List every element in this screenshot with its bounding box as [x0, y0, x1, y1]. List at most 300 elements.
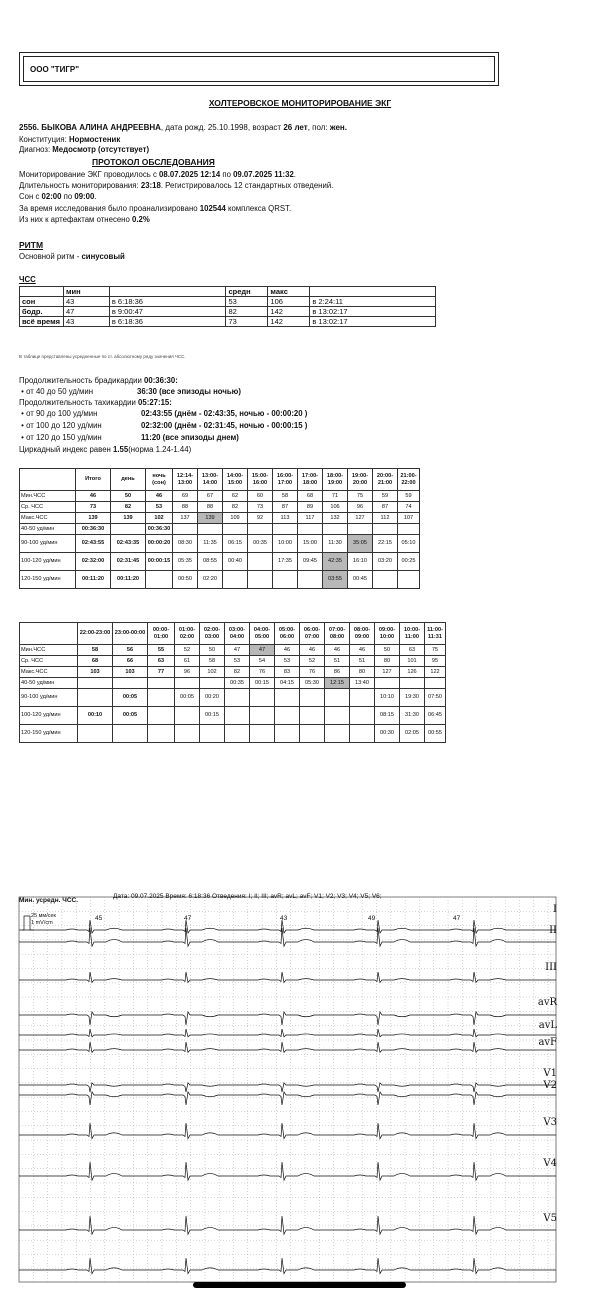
hourly-cell	[323, 524, 348, 535]
ecg-lead-trace	[19, 1123, 556, 1139]
hourly-cell: 54	[250, 656, 275, 667]
hourly-cell: 00:35	[225, 678, 250, 689]
hourly-cell	[248, 571, 273, 589]
hr-table-note: В таблице представлены усредненные по ст. абсолютному ряду значения ЧСС.	[19, 354, 186, 359]
hourly-cell	[148, 725, 175, 743]
hourly-cell: 00:36:30	[146, 524, 173, 535]
hourly-cell: 02:31:45	[111, 553, 146, 571]
ecg-lead-trace	[19, 1092, 556, 1105]
sleep-line: Сон с 02:00 по 09:00.	[19, 192, 97, 201]
home-indicator[interactable]	[193, 1282, 406, 1288]
hourly-cell	[250, 707, 275, 725]
hr-cell: в 2:24:11	[310, 297, 436, 307]
ecg-lead-trace	[19, 1083, 556, 1092]
hourly-cell: 113	[273, 513, 298, 524]
hourly-cell: 05:30	[300, 678, 325, 689]
hourly-cell: 87	[373, 502, 398, 513]
hourly-cell: 46	[146, 491, 173, 502]
hourly-cell	[398, 571, 420, 589]
hourly-cell: 00:05	[175, 689, 200, 707]
tachy-item-3: • от 120 до 150 уд/мин 11:20 (все эпизоды днем)	[19, 433, 239, 442]
hourly-cell: 04:15	[275, 678, 300, 689]
hourly-cell	[198, 524, 223, 535]
hourly-cell	[375, 678, 400, 689]
hourly-row	[20, 678, 446, 689]
hourly-cell: 08:55	[198, 553, 223, 571]
hourly-cell	[223, 571, 248, 589]
hr-header-cell: средн	[226, 287, 268, 297]
hourly-cell: 101	[400, 656, 425, 667]
hourly-cell: 03:20	[373, 553, 398, 571]
hourly-cell	[113, 678, 148, 689]
hr-summary-table	[19, 286, 436, 327]
hourly-cell: 107	[398, 513, 420, 524]
hourly-cell: 50	[200, 645, 225, 656]
hourly-cell: 02:32:00	[76, 553, 111, 571]
hourly-cell: 87	[273, 502, 298, 513]
hourly-cell: 63	[400, 645, 425, 656]
hourly-cell: 00:00:20	[146, 535, 173, 553]
hourly-row-label: 90-100 уд/мин	[20, 689, 78, 707]
hr-cell: в 9:00:47	[109, 307, 226, 317]
hourly-row	[20, 535, 420, 553]
hourly-cell	[325, 725, 350, 743]
hourly-cell	[111, 524, 146, 535]
hourly-cell: 77	[148, 667, 175, 678]
hourly-cell: 68	[298, 491, 323, 502]
hourly-cell: 00:05	[113, 689, 148, 707]
lead-label: I	[553, 904, 557, 915]
hourly-header-row	[20, 469, 420, 491]
hr-cell: всё время	[20, 317, 64, 327]
ecg-title: Мин. усредн. ЧСС.	[19, 897, 79, 904]
hourly-cell: 74	[398, 502, 420, 513]
hourly-cell: 42:35	[323, 553, 348, 571]
hourly-cell: 73	[248, 502, 273, 513]
hourly-cell: 00:15	[250, 678, 275, 689]
hr-cell: 43	[63, 317, 109, 327]
hourly-cell: 00:05	[113, 707, 148, 725]
hourly-cell: 89	[298, 502, 323, 513]
hourly-row	[20, 491, 420, 502]
hourly-cell: 11:35	[198, 535, 223, 553]
hr-cell: 53	[226, 297, 268, 307]
hr-cell: 47	[63, 307, 109, 317]
hourly-cell: 05:35	[173, 553, 198, 571]
hourly-cell: 75	[348, 491, 373, 502]
hourly-cell: 63	[148, 656, 175, 667]
hourly-row	[20, 725, 446, 743]
hourly-cell	[275, 725, 300, 743]
hourly-cell: 127	[375, 667, 400, 678]
hourly-cell: 95	[425, 656, 446, 667]
hourly-cell: 53	[275, 656, 300, 667]
hourly-cell: 06:15	[223, 535, 248, 553]
hourly-cell: 109	[223, 513, 248, 524]
hourly-cell: 19:30	[400, 689, 425, 707]
hourly-cell	[350, 707, 375, 725]
hourly-cell: 69	[173, 491, 198, 502]
patient-dob: 25.10.1998	[207, 123, 248, 132]
hourly-header-cell: день	[111, 469, 146, 491]
hourly-cell	[350, 725, 375, 743]
hourly-row	[20, 571, 420, 589]
lead-label: V2	[543, 1080, 557, 1091]
company-name: ООО "ТИГР"	[23, 56, 495, 82]
hourly-cell: 139	[111, 513, 146, 524]
hr-row	[20, 307, 436, 317]
hourly-cell: 76	[300, 667, 325, 678]
hourly-cell: 58	[273, 491, 298, 502]
hourly-cell: 00:55	[425, 725, 446, 743]
hourly-cell: 62	[223, 491, 248, 502]
hourly-header-cell: 21:00-22:00	[398, 469, 420, 491]
hourly-cell: 53	[225, 656, 250, 667]
ecg-lead-trace	[19, 1258, 556, 1274]
hourly-cell: 52	[300, 656, 325, 667]
hourly-cell: 86	[325, 667, 350, 678]
hourly-cell	[373, 571, 398, 589]
hr-row	[20, 297, 436, 307]
ecg-lead-trace	[19, 1216, 556, 1234]
rr-interval-label: 45	[95, 915, 103, 922]
artifacts-line: Из них к артефактам отнесено 0.2%	[19, 215, 150, 224]
ecg-lead-trace	[19, 1162, 556, 1180]
hourly-header-cell: 04:00-05:00	[250, 623, 275, 645]
patient-name: 2556. БЫКОВА АЛИНА АНДРЕЕВНА	[19, 123, 161, 132]
hourly-cell: 51	[325, 656, 350, 667]
hourly-cell	[350, 689, 375, 707]
hourly-cell	[113, 725, 148, 743]
hourly-cell: 103	[78, 667, 113, 678]
hourly-row-label: 90-100 уд/мин	[20, 535, 76, 553]
rr-interval-label: 43	[280, 915, 288, 922]
hourly-cell	[225, 707, 250, 725]
hourly-cell	[78, 725, 113, 743]
hourly-row	[20, 689, 446, 707]
hourly-cell: 15:00	[298, 535, 323, 553]
hourly-header-cell: 20:00-21:00	[373, 469, 398, 491]
hr-cell: в 6:18:36	[109, 317, 226, 327]
hourly-header-cell: 23:00-00:00	[113, 623, 148, 645]
hourly-cell: 126	[400, 667, 425, 678]
hourly-cell	[348, 524, 373, 535]
hourly-header-cell: 06:00-07:00	[300, 623, 325, 645]
hourly-header-cell: 10:00-11:00	[400, 623, 425, 645]
lead-label: avR	[537, 997, 557, 1008]
hourly-cell: 00:15	[200, 707, 225, 725]
hourly-header-cell	[20, 469, 76, 491]
hourly-cell	[225, 689, 250, 707]
hr-cell: 106	[268, 297, 310, 307]
hourly-cell: 46	[300, 645, 325, 656]
hourly-cell: 46	[76, 491, 111, 502]
hourly-table-day	[19, 468, 420, 589]
hourly-cell: 112	[373, 513, 398, 524]
hourly-cell: 00:11:20	[111, 571, 146, 589]
hourly-row-label: 100-120 уд/мин	[20, 553, 76, 571]
hourly-cell: 71	[323, 491, 348, 502]
hourly-cell: 02:43:35	[111, 535, 146, 553]
constitution-line: Конституция: Нормостеник	[19, 135, 121, 144]
hourly-header-cell: 02:00-03:00	[200, 623, 225, 645]
hourly-cell: 66	[113, 656, 148, 667]
hourly-cell: 00:45	[348, 571, 373, 589]
rhythm-title: РИТМ	[19, 240, 44, 250]
hourly-row	[20, 707, 446, 725]
hourly-cell: 103	[113, 667, 148, 678]
protocol-title: ПРОТОКОЛ ОБСЛЕДОВАНИЯ	[92, 157, 215, 167]
patient-age: 26 лет	[283, 123, 308, 132]
hourly-header-cell: 13:00-14:00	[198, 469, 223, 491]
lead-label: III	[545, 962, 557, 973]
hourly-cell: 88	[173, 502, 198, 513]
hourly-cell: 80	[350, 667, 375, 678]
hourly-cell: 83	[275, 667, 300, 678]
ecg-lead-trace	[19, 1029, 556, 1037]
hourly-cell	[148, 707, 175, 725]
ecg-speed: 25 мм/сек	[31, 913, 56, 919]
hourly-cell	[175, 725, 200, 743]
hourly-row-label: Ср. ЧСС	[20, 502, 76, 513]
ecg-lead-trace	[19, 972, 556, 982]
hourly-cell: 50	[375, 645, 400, 656]
hourly-row	[20, 502, 420, 513]
lead-label: V1	[543, 1068, 557, 1079]
hr-header-cell: мин	[63, 287, 109, 297]
ecg-gain: 1 mV/cm	[31, 920, 53, 926]
hourly-cell: 59	[373, 491, 398, 502]
hourly-cell: 00:40	[223, 553, 248, 571]
hourly-cell	[175, 707, 200, 725]
hr-table-title: ЧСС	[19, 275, 36, 284]
hr-header-cell	[109, 287, 226, 297]
hourly-table-night	[19, 622, 446, 743]
hourly-cell: 00:35	[248, 535, 273, 553]
hourly-cell: 47	[225, 645, 250, 656]
brady-title: Продолжительность брадикардии 00:36:30:	[19, 376, 178, 385]
hourly-row-label: Макс.ЧСС	[20, 513, 76, 524]
hr-cell: 43	[63, 297, 109, 307]
hr-cell: 82	[226, 307, 268, 317]
hourly-cell	[248, 553, 273, 571]
ecg-traces	[0, 880, 600, 1297]
hourly-cell: 11:30	[323, 535, 348, 553]
hourly-cell: 02:43:55	[76, 535, 111, 553]
hourly-cell: 122	[425, 667, 446, 678]
hourly-row-label: Ср. ЧСС	[20, 656, 78, 667]
hourly-cell: 92	[248, 513, 273, 524]
hr-row	[20, 317, 436, 327]
hourly-cell: 52	[175, 645, 200, 656]
hourly-cell	[300, 725, 325, 743]
hourly-cell: 03:55	[323, 571, 348, 589]
hourly-header-cell: 18:00-19:00	[323, 469, 348, 491]
hourly-cell	[298, 571, 323, 589]
hourly-cell: 06:45	[425, 707, 446, 725]
hourly-row-label: 120-150 уд/мин	[20, 571, 76, 589]
hourly-cell: 60	[248, 491, 273, 502]
hourly-cell	[148, 678, 175, 689]
company-box	[19, 52, 499, 86]
hourly-cell: 10:00	[273, 535, 298, 553]
diagnosis-line: Диагноз: Медосмотр (отсутствует)	[19, 145, 150, 154]
tachy-title: Продолжительность тахикардии 05:27:15:	[19, 398, 172, 407]
monitoring-line: Мониторирование ЭКГ проводилось с 08.07.2025 12:14 по 09.07.2025 11:32.	[19, 170, 296, 179]
hourly-cell: 117	[298, 513, 323, 524]
hourly-cell	[248, 524, 273, 535]
hourly-cell: 82	[111, 502, 146, 513]
hourly-row	[20, 645, 446, 656]
hourly-cell: 88	[198, 502, 223, 513]
hr-header-cell: макс	[268, 287, 310, 297]
hourly-cell: 35:05	[348, 535, 373, 553]
hourly-header-cell: 00:00-01:00	[148, 623, 175, 645]
hourly-row	[20, 667, 446, 678]
hourly-cell: 139	[76, 513, 111, 524]
hourly-row	[20, 656, 446, 667]
hourly-header-cell: Итого	[76, 469, 111, 491]
hourly-cell	[148, 689, 175, 707]
hourly-cell: 132	[323, 513, 348, 524]
hourly-header-cell: 17:00-18:00	[298, 469, 323, 491]
hourly-cell: 102	[146, 513, 173, 524]
lead-label: V3	[543, 1117, 557, 1128]
hourly-header-cell: 15:00-16:00	[248, 469, 273, 491]
hourly-cell: 51	[350, 656, 375, 667]
lead-label: II	[549, 925, 557, 936]
hourly-row	[20, 553, 420, 571]
hourly-cell: 00:20	[200, 689, 225, 707]
hourly-cell: 75	[425, 645, 446, 656]
hourly-row-label: 120-150 уд/мин	[20, 725, 78, 743]
hourly-cell: 80	[375, 656, 400, 667]
ecg-frame	[19, 897, 556, 1282]
hourly-cell: 106	[323, 502, 348, 513]
hourly-cell	[200, 678, 225, 689]
hourly-row	[20, 513, 420, 524]
hourly-header-cell: 16:00-17:00	[273, 469, 298, 491]
hourly-cell: 46	[325, 645, 350, 656]
hourly-cell: 09:45	[298, 553, 323, 571]
hourly-header-cell: 11:00-11:31	[425, 623, 446, 645]
hourly-cell: 02:20	[198, 571, 223, 589]
lead-label: V4	[543, 1158, 557, 1169]
hourly-cell	[200, 725, 225, 743]
rhythm-line: Основной ритм - синусовый	[19, 252, 125, 261]
hourly-cell: 08:30	[173, 535, 198, 553]
hourly-header-cell: 07:00-08:00	[325, 623, 350, 645]
hourly-cell: 02:05	[400, 725, 425, 743]
hourly-header-cell: 09:00-10:00	[375, 623, 400, 645]
hourly-cell	[273, 524, 298, 535]
hourly-cell: 76	[250, 667, 275, 678]
hourly-cell: 67	[198, 491, 223, 502]
hourly-cell	[373, 524, 398, 535]
hourly-cell: 00:25	[398, 553, 420, 571]
hourly-header-cell: 05:00-06:00	[275, 623, 300, 645]
hourly-row-label: 40-50 уд/мин	[20, 678, 78, 689]
hourly-cell: 137	[173, 513, 198, 524]
hourly-cell: 08:15	[375, 707, 400, 725]
hourly-cell	[275, 707, 300, 725]
hourly-row-label: 40-50 уд/мин	[20, 524, 76, 535]
brady-item: • от 40 до 50 уд/мин 36:30 (все эпизоды ночью)	[19, 387, 241, 396]
hourly-cell: 17:35	[273, 553, 298, 571]
hourly-header-row	[20, 623, 446, 645]
hourly-cell	[173, 524, 198, 535]
hourly-cell	[298, 524, 323, 535]
hourly-cell: 07:50	[425, 689, 446, 707]
hourly-cell: 12:15	[325, 678, 350, 689]
hourly-cell: 31:30	[400, 707, 425, 725]
hourly-cell: 59	[398, 491, 420, 502]
hourly-cell: 139	[198, 513, 223, 524]
tachy-item-1: • от 90 до 100 уд/мин 02:43:55 (днём - 02:43:35, ночью - 00:00:20 )	[19, 409, 308, 418]
hourly-cell: 16:10	[348, 553, 373, 571]
hourly-cell: 00:50	[173, 571, 198, 589]
hourly-header-cell: ночь (сон)	[146, 469, 173, 491]
hourly-row-label: Макс.ЧСС	[20, 667, 78, 678]
hourly-header-cell: 03:00-04:00	[225, 623, 250, 645]
hourly-row-label: Мин.ЧСС	[20, 491, 76, 502]
hourly-cell: 13:40	[350, 678, 375, 689]
hourly-cell: 127	[348, 513, 373, 524]
hourly-cell	[325, 707, 350, 725]
hourly-cell	[78, 689, 113, 707]
hourly-cell: 82	[223, 502, 248, 513]
hourly-cell: 53	[146, 502, 173, 513]
hourly-cell: 82	[225, 667, 250, 678]
patient-line: 2556. БЫКОВА АЛИНА АНДРЕЕВНА, дата рожд. 25.10.1998, возраст 26 лет, пол: жен.	[19, 123, 347, 132]
lead-label: avL	[538, 1020, 557, 1031]
hr-header-cell	[310, 287, 436, 297]
hourly-cell: 96	[348, 502, 373, 513]
hourly-cell	[325, 689, 350, 707]
hourly-cell	[425, 678, 446, 689]
hr-cell: 142	[268, 317, 310, 327]
hourly-cell	[223, 524, 248, 535]
hourly-cell: 96	[175, 667, 200, 678]
hourly-cell: 58	[78, 645, 113, 656]
hourly-cell: 61	[175, 656, 200, 667]
hr-cell: в 6:18:36	[109, 297, 226, 307]
hourly-cell: 00:10	[78, 707, 113, 725]
hr-cell: в 13:02:17	[310, 317, 436, 327]
hourly-header-cell: 08:00-09:00	[350, 623, 375, 645]
hourly-cell: 102	[200, 667, 225, 678]
hourly-row-label: 100-120 уд/мин	[20, 707, 78, 725]
hourly-cell: 22:15	[373, 535, 398, 553]
lead-label: avF	[538, 1037, 557, 1048]
hourly-cell: 05:10	[398, 535, 420, 553]
hourly-cell	[398, 524, 420, 535]
hourly-header-cell: 22:00-23:00	[78, 623, 113, 645]
hourly-row-label: Мин.ЧСС	[20, 645, 78, 656]
hourly-cell	[300, 689, 325, 707]
hourly-cell	[400, 678, 425, 689]
circadian-line: Циркадный индекс равен 1.55(норма 1.24-1.44)	[19, 445, 192, 454]
tachy-item-2: • от 100 до 120 уд/мин 02:32:00 (днём - 02:31:45, ночью - 00:00:15 )	[19, 421, 308, 430]
hourly-cell: 50	[111, 491, 146, 502]
hourly-cell: 00:11:20	[76, 571, 111, 589]
ecg-lead-trace	[19, 1012, 556, 1025]
rr-interval-label: 47	[453, 915, 461, 922]
hr-header-cell	[20, 287, 64, 297]
hr-cell: 73	[226, 317, 268, 327]
hourly-cell: 73	[76, 502, 111, 513]
document-title: ХОЛТЕРОВСКОЕ МОНИТОРИРОВАНИЕ ЭКГ	[208, 98, 392, 108]
